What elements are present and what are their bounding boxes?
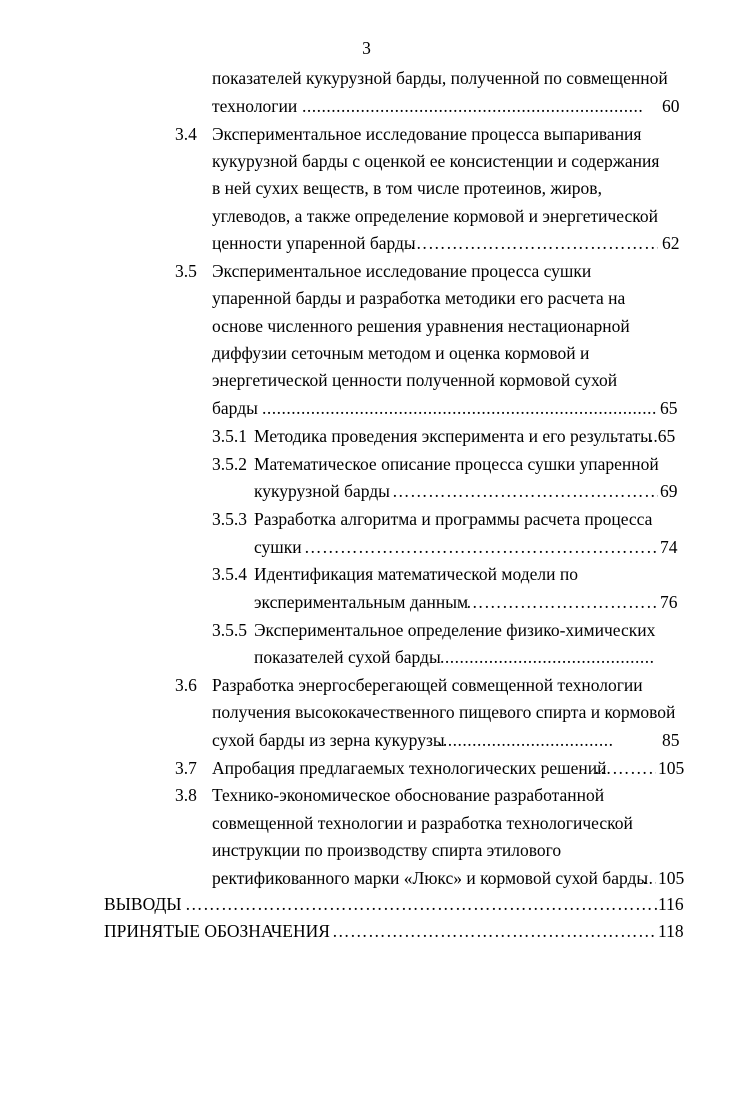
toc-leader-dots — [185, 894, 657, 915]
toc-leader-dots — [466, 592, 658, 613]
toc-page-number: 105 — [658, 758, 685, 778]
toc-text-line: Методика проведения эксперимента и его результаты — [254, 426, 652, 446]
toc-section-number: 3.5.2 — [212, 454, 247, 474]
toc-leader-dots — [440, 647, 655, 668]
toc-text-line: ценности упаренной барды — [212, 233, 416, 253]
toc-text-line: Апробация предлагаемых технологических решений — [212, 758, 607, 778]
toc-page-number: 60 — [662, 96, 680, 116]
toc-page-number: 116 — [658, 894, 684, 914]
toc-text-line: энергетической ценности полученной кормовой сухой — [212, 370, 618, 390]
toc-page-number: ..65 — [649, 426, 676, 446]
toc-leader-dots — [594, 758, 656, 779]
toc-text-line: показателей сухой барды — [254, 647, 441, 667]
toc-text-line: Математическое описание процесса сушки упаренной — [254, 454, 659, 474]
toc-text-line: экспериментальным данным — [254, 592, 469, 612]
toc-leader-dots — [262, 398, 657, 419]
toc-text-line: Разработка алгоритма и программы расчета процесса — [254, 509, 653, 529]
toc-text-line: кукурузной барды — [254, 481, 390, 501]
toc-leader-dots — [302, 96, 644, 117]
toc-text-line: в ней сухих веществ, в том числе протеинов, жиров, — [212, 178, 602, 198]
toc-section-number: 3.5.4 — [212, 564, 247, 584]
toc-text-line: показателей кукурузной барды, полученной по совмещенной — [212, 68, 668, 88]
toc-text-line: технологии — [212, 96, 298, 116]
toc-page-number: 105 — [658, 868, 685, 888]
toc-leader-dots — [392, 481, 658, 502]
toc-page-number: 76 — [660, 592, 678, 612]
toc-text-line: упаренной барды и разработка методики его расчета на — [212, 288, 626, 308]
toc-section-number: 3.5.3 — [212, 509, 247, 529]
toc-text-line: основе численного решения уравнения нестационарной — [212, 316, 630, 336]
toc-text-line: Идентификация математической модели по — [254, 564, 578, 584]
toc-section-number: 3.8 — [175, 785, 197, 805]
toc-leader-dots — [304, 537, 658, 558]
toc-text-line: Экспериментальное определение физико-химических — [254, 620, 656, 640]
toc-section-number: 3.6 — [175, 675, 197, 695]
toc-text-line: ВЫВОДЫ — [104, 894, 182, 914]
toc-leader-dots — [332, 921, 657, 942]
toc-section-number: 3.5 — [175, 261, 197, 281]
toc-text-line: кукурузной барды с оценкой ее консистенции и содержания — [212, 151, 660, 171]
toc-text-line: Технико-экономическое обоснование разработанной — [212, 785, 605, 805]
toc-text-line: Разработка энергосберегающей совмещенной технологии — [212, 675, 643, 695]
toc-text-line: сухой барды из зерна кукурузы — [212, 730, 445, 750]
toc-section-number: 3.5.5 — [212, 620, 247, 640]
toc-page-number: 85 — [662, 730, 680, 750]
toc-leader-dots — [438, 730, 614, 751]
toc-text-line: Экспериментальное исследование процесса сушки — [212, 261, 592, 281]
toc-leader-dots — [410, 233, 658, 254]
toc-text-line: барды — [212, 398, 258, 418]
toc-text-line: углеводов, а также определение кормовой и энергетической — [212, 206, 658, 226]
toc-text-line: Экспериментальное исследование процесса выпаривания — [212, 124, 642, 144]
page-number: 3 — [362, 38, 371, 58]
toc-page-number: 62 — [662, 233, 680, 253]
toc-text-line: диффузии сеточным методом и оценка кормовой и — [212, 343, 590, 363]
toc-page-number: 69 — [660, 481, 678, 501]
toc-leader-dots — [642, 868, 656, 889]
toc-text-line: совмещенной технологии и разработка технологической — [212, 813, 633, 833]
toc-section-number: 3.5.1 — [212, 426, 247, 446]
toc-text-line: ПРИНЯТЫЕ ОБОЗНАЧЕНИЯ — [104, 921, 330, 941]
toc-page-number: 65 — [660, 398, 678, 418]
toc-text-line: ректификованного марки «Люкс» и кормовой сухой барды — [212, 868, 649, 888]
toc-text-line: сушки — [254, 537, 302, 557]
toc-page-number: 74 — [660, 537, 678, 557]
toc-page-number: 118 — [658, 921, 684, 941]
toc-section-number: 3.7 — [175, 758, 197, 778]
toc-text-line: получения высококачественного пищевого спирта и кормовой — [212, 702, 676, 722]
toc-section-number: 3.4 — [175, 124, 197, 144]
toc-text-line: инструкции по производству спирта этилового — [212, 840, 562, 860]
